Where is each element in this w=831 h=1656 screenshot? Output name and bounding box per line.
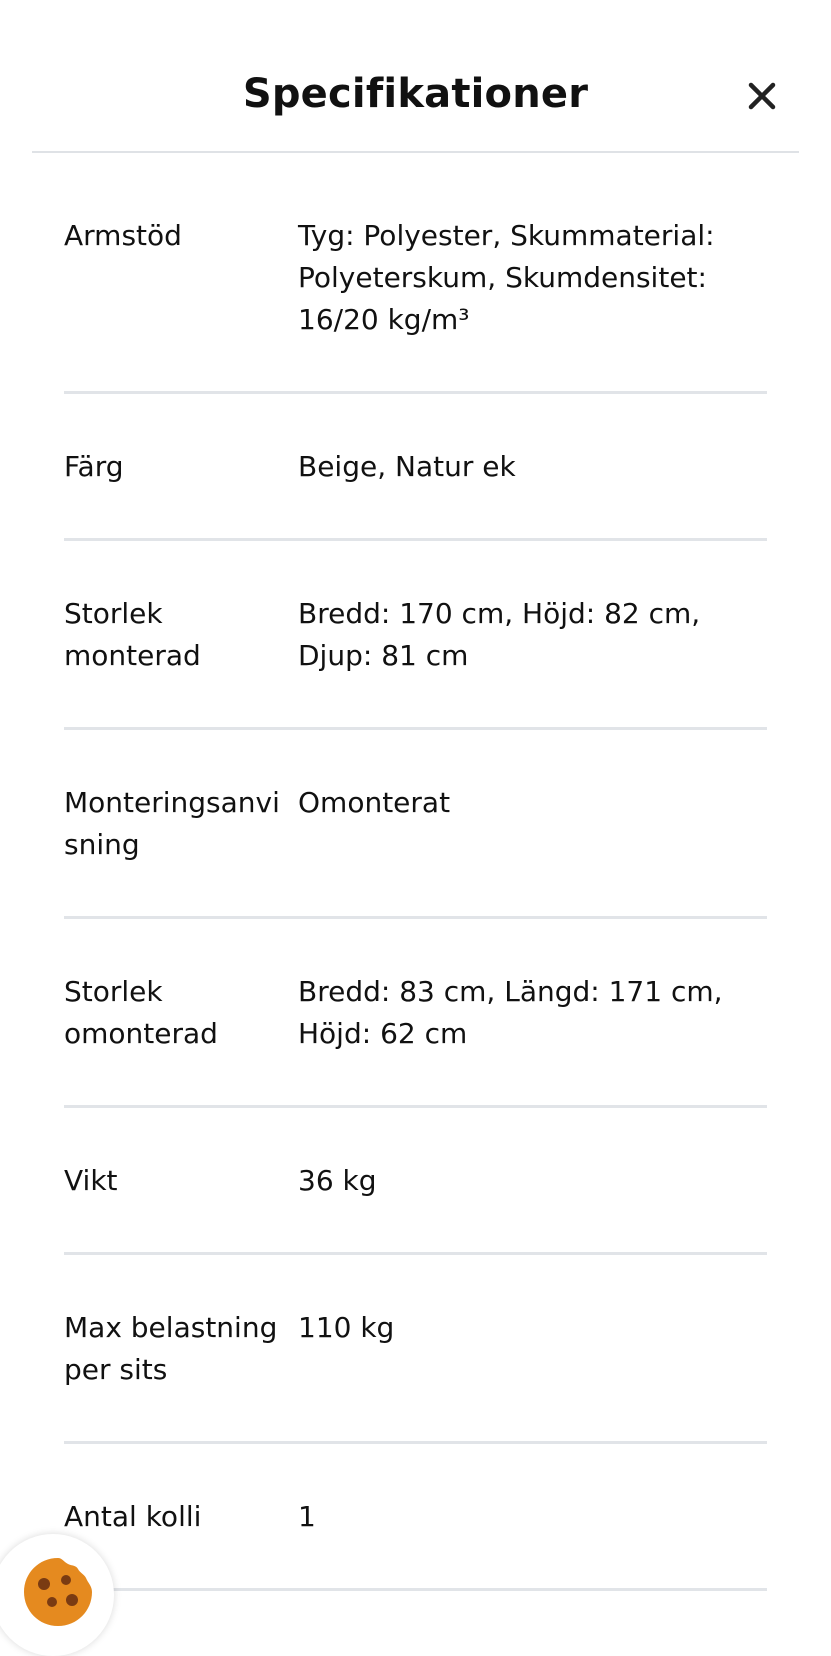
spec-label: Storlek omonterad (64, 975, 218, 1050)
spec-row-farg (64, 394, 767, 541)
spec-row-storlek-monterad (64, 541, 767, 730)
cookie-icon (22, 1556, 94, 1628)
spec-label: Armstöd (64, 219, 182, 252)
spec-value: 36 kg (298, 1164, 377, 1197)
modal-header (0, 0, 831, 152)
spec-value: Bredd: 83 cm, Längd: 171 cm, Höjd: 62 cm (298, 975, 723, 1050)
spec-label: Färg (64, 450, 124, 483)
spec-value: Beige, Natur ek (298, 450, 516, 483)
spec-row-vikt (64, 1108, 767, 1255)
close-icon (746, 80, 780, 114)
page-title: Specifikationer (242, 71, 589, 117)
spec-value: 110 kg (298, 1311, 395, 1344)
spec-label: Vikt (64, 1164, 118, 1197)
spec-row-storlek-omonterad (64, 919, 767, 1108)
close-button[interactable] (746, 80, 780, 114)
spec-row-armstod (64, 153, 767, 394)
spec-label: Storlek monterad (64, 597, 201, 672)
spec-value: Bredd: 170 cm, Höjd: 82 cm, Djup: 81 cm (298, 597, 701, 672)
spec-value: Tyg: Polyester, Skummaterial: Polyeterskum, Skumdensitet: 16/20 kg/m³ (298, 219, 715, 336)
spec-row-antal-kolli (64, 1444, 767, 1591)
spec-label: Antal kolli (64, 1500, 202, 1533)
spec-row-max-belastning (64, 1255, 767, 1444)
spec-value: Omonterat (298, 786, 451, 819)
spec-label: Max belastning per sits (64, 1311, 278, 1386)
spec-row-monteringsanvisning (64, 730, 767, 919)
spec-list (64, 153, 767, 1591)
spec-value: 1 (298, 1500, 316, 1533)
cookie-settings-button[interactable] (0, 1534, 114, 1656)
spec-label: Monteringsanvisning (64, 786, 280, 861)
